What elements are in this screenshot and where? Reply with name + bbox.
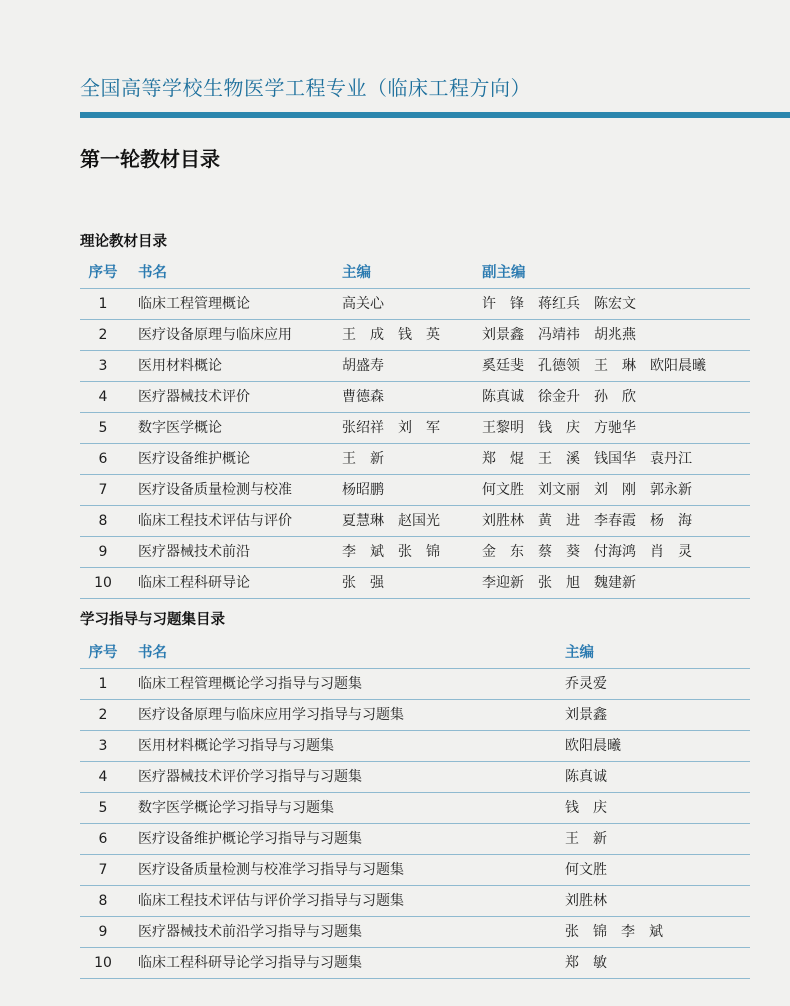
chief-editor: 李 斌 张 锦 (342, 544, 440, 560)
row-number: 6 (98, 831, 108, 847)
table-row (80, 761, 750, 792)
associate-editors: 王黎明 钱 庆 方驰华 (482, 420, 636, 436)
row-number: 1 (98, 676, 108, 692)
table-row (80, 288, 750, 319)
book-title: 数字医学概论 (138, 420, 222, 436)
row-number: 3 (98, 738, 108, 754)
associate-editors: 奚廷斐 孔德领 王 琳 欧阳晨曦 (482, 358, 706, 374)
header-no: 序号 (88, 645, 118, 661)
book-title: 医疗器械技术评价 (138, 389, 250, 405)
chief-editor: 何文胜 (565, 862, 607, 878)
row-number: 3 (98, 358, 108, 374)
chief-editor: 张 锦 李 斌 (565, 924, 663, 940)
header-title: 书名 (138, 265, 167, 281)
chief-editor: 陈真诚 (565, 769, 607, 785)
book-title: 临床工程科研导论 (138, 575, 250, 591)
chief-editor: 王 新 (342, 451, 384, 467)
chief-editor: 王 成 钱 英 (342, 327, 440, 343)
associate-editors: 许 锋 蒋红兵 陈宏文 (482, 296, 636, 312)
associate-editors: 金 东 蔡 葵 付海鸿 肖 灵 (482, 544, 692, 560)
chief-editor: 王 新 (565, 831, 607, 847)
table-row (80, 916, 750, 947)
table-row (80, 443, 750, 474)
header-editor: 主编 (565, 645, 594, 661)
header-title: 书名 (138, 645, 167, 661)
book-title: 医疗设备原理与临床应用学习指导与习题集 (138, 707, 404, 723)
header-assoc-editor: 副主编 (482, 265, 526, 281)
row-number: 9 (98, 544, 108, 560)
row-number: 10 (94, 955, 112, 971)
chief-editor: 张 强 (342, 575, 384, 591)
table-row (80, 536, 750, 567)
table-row (80, 319, 750, 350)
study-table-body (80, 668, 750, 979)
row-number: 8 (98, 513, 108, 529)
theory-table-header (80, 258, 750, 288)
book-title: 医用材料概论 (138, 358, 222, 374)
book-title: 临床工程管理概论 (138, 296, 250, 312)
table-row (80, 730, 750, 761)
book-title: 临床工程技术评估与评价学习指导与习题集 (138, 893, 404, 909)
catalog-heading: 第一轮教材目录 (80, 147, 220, 171)
book-title: 医疗器械技术前沿 (138, 544, 250, 560)
table-row (80, 854, 750, 885)
table-row (80, 668, 750, 699)
book-title: 医疗设备维护概论 (138, 451, 250, 467)
book-title: 临床工程技术评估与评价 (138, 513, 292, 529)
chief-editor: 钱 庆 (565, 800, 607, 816)
book-title: 医疗器械技术前沿学习指导与习题集 (138, 924, 362, 940)
row-number: 9 (98, 924, 108, 940)
row-number: 2 (98, 327, 108, 343)
table-row (80, 792, 750, 823)
book-title: 临床工程科研导论学习指导与习题集 (138, 955, 362, 971)
theory-table (80, 258, 750, 599)
book-title: 医疗设备质量检测与校准 (138, 482, 292, 498)
row-number: 4 (98, 389, 108, 405)
theory-table-body (80, 288, 750, 599)
study-table (80, 638, 750, 979)
chief-editor: 欧阳晨曦 (565, 738, 621, 754)
book-title: 医疗器械技术评价学习指导与习题集 (138, 769, 362, 785)
study-table-header (80, 638, 750, 668)
chief-editor: 杨昭鹏 (342, 482, 384, 498)
book-title: 医疗设备原理与临床应用 (138, 327, 292, 343)
table-row (80, 381, 750, 412)
book-title: 数字医学概论学习指导与习题集 (138, 800, 334, 816)
chief-editor: 高关心 (342, 296, 384, 312)
row-number: 5 (98, 420, 108, 436)
table-row (80, 823, 750, 854)
chief-editor: 胡盛寿 (342, 358, 384, 374)
associate-editors: 李迎新 张 旭 魏建新 (482, 575, 636, 591)
row-number: 5 (98, 800, 108, 816)
row-number: 7 (98, 482, 108, 498)
table-row (80, 567, 750, 599)
associate-editors: 刘景鑫 冯靖祎 胡兆燕 (482, 327, 636, 343)
table-row (80, 699, 750, 730)
chief-editor: 刘胜林 (565, 893, 607, 909)
header-editor: 主编 (342, 265, 371, 281)
table-row (80, 350, 750, 381)
row-number: 10 (94, 575, 112, 591)
theory-section-heading: 理论教材目录 (80, 234, 167, 250)
row-number: 8 (98, 893, 108, 909)
study-section-heading: 学习指导与习题集目录 (80, 612, 225, 628)
table-row (80, 505, 750, 536)
chief-editor: 刘景鑫 (565, 707, 607, 723)
table-row (80, 885, 750, 916)
associate-editors: 刘胜林 黄 进 李春霞 杨 海 (482, 513, 692, 529)
book-title: 医疗设备维护概论学习指导与习题集 (138, 831, 362, 847)
row-number: 4 (98, 769, 108, 785)
book-title: 医用材料概论学习指导与习题集 (138, 738, 334, 754)
series-title: 全国高等学校生物医学工程专业（临床工程方向） (80, 76, 531, 100)
chief-editor: 曹德森 (342, 389, 384, 405)
table-row (80, 947, 750, 979)
chief-editor: 郑 敏 (565, 955, 607, 971)
chief-editor: 夏慧琳 赵国光 (342, 513, 440, 529)
table-row (80, 474, 750, 505)
book-title: 医疗设备质量检测与校准学习指导与习题集 (138, 862, 404, 878)
chief-editor: 张绍祥 刘 军 (342, 420, 440, 436)
chief-editor: 乔灵爱 (565, 676, 607, 692)
row-number: 6 (98, 451, 108, 467)
associate-editors: 何文胜 刘文丽 刘 刚 郭永新 (482, 482, 692, 498)
associate-editors: 陈真诚 徐金升 孙 欣 (482, 389, 636, 405)
row-number: 7 (98, 862, 108, 878)
associate-editors: 郑 焜 王 溪 钱国华 袁丹江 (482, 451, 692, 467)
header-no: 序号 (88, 265, 118, 281)
row-number: 1 (98, 296, 108, 312)
header-rule (80, 112, 790, 118)
book-title: 临床工程管理概论学习指导与习题集 (138, 676, 362, 692)
table-row (80, 412, 750, 443)
row-number: 2 (98, 707, 108, 723)
